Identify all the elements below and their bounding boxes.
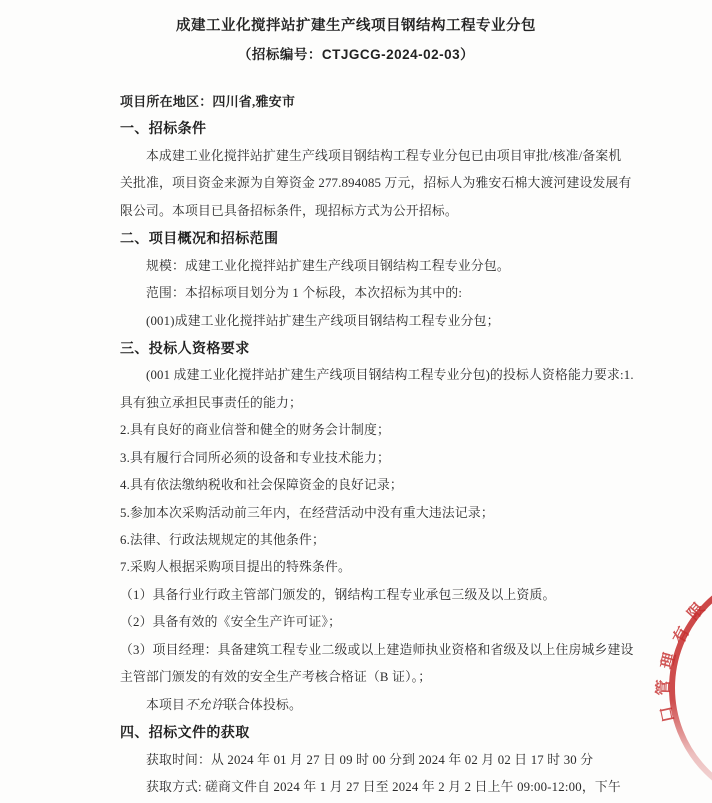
text-line: (001 成建工业化搅拌站扩建生产线项目钢结构工程专业分包)的投标人资格能力要求:1. — [146, 368, 634, 383]
text-segment: 本项目 — [146, 697, 185, 712]
text-line: 范围：本招标项目划分为 1 个标段，本次招标为其中的: — [146, 286, 463, 301]
text-line: 本成建工业化搅拌站扩建生产线项目钢结构工程专业分包已由项目审批/核准/备案机 — [146, 148, 622, 163]
text-line: 4.具有依法缴纳税收和社会保障资金的良好记录； — [120, 478, 403, 493]
section-heading-2: 二、项目概况和招标范围 — [120, 230, 279, 247]
text-line: 获取时间：从 2024 年 01 月 27 日 09 时 00 分到 2024 年 02 月 02 日 17 时 30 分 — [146, 752, 594, 767]
text-line: 规模：成建工业化搅拌站扩建生产线项目钢结构工程专业分包。 — [146, 258, 510, 273]
text-line: 获取方式: 磋商文件自 2024 年 1 月 27 日至 2024 年 2 月 2 日上午 09:00-12:00，下午 — [146, 779, 621, 794]
seal-character: 管 — [655, 679, 673, 696]
seal-character: 理 — [658, 651, 680, 671]
project-location-line: 项目所在地区：四川省,雅安市 — [120, 94, 296, 109]
emphasized-text: 不允许 — [185, 697, 224, 712]
document-header — [0, 0, 712, 69]
section-heading-3: 三、投标人资格要求 — [120, 339, 250, 356]
page-title: 成建工业化搅拌站扩建生产线项目钢结构工程专业分包 — [176, 18, 536, 34]
text-line: 限公司。本项目已具备招标条件，现招标方式为公开招标。 — [120, 203, 458, 218]
document-body — [120, 88, 634, 801]
seal-character: 限 — [684, 600, 709, 624]
text-line: 6.法律、行政法规规定的其他条件； — [120, 533, 325, 547]
text-line: 3.具有履行合同所必须的设备和专业技术能力； — [120, 450, 390, 465]
seal-character: 口 — [657, 704, 678, 724]
text-line: 关批准，项目资金来源为自筹资金 277.894085 万元，招标人为雅安石棉大渡河建设发展有 — [120, 176, 632, 191]
text-line: （1）具备行业行政主管部门颁发的，钢结构工程专业承包三级及以上资质。 — [120, 587, 556, 602]
text-line: (001)成建工业化搅拌站扩建生产线项目钢结构工程专业分包； — [146, 313, 500, 328]
text-line: 具有独立承担民事责任的能力； — [120, 395, 302, 410]
section-heading-4: 四、招标文件的获取 — [120, 724, 250, 741]
text-line: 7.采购人根据采购项目提出的特殊条件。 — [120, 560, 351, 575]
no-consortium-line — [120, 692, 606, 719]
text-line: 主管部门颁发的有效的安全生产考核合格证（B 证）。； — [120, 670, 432, 685]
text-line: （3）项目经理：具备建筑工程专业二级或以上建造师执业资格和省级及以上住房城乡建设 — [120, 642, 634, 657]
section-heading-1: 一、招标条件 — [120, 120, 207, 137]
seal-character: 有 — [670, 624, 694, 647]
tender-number-subtitle: （招标编号：CTJGCG-2024-02-03） — [237, 47, 475, 62]
text-line: 2.具有良好的商业信誉和健全的财务会计制度； — [120, 423, 390, 438]
text-line: 5.参加本次采购活动前三年内，在经营活动中没有重大违法记录； — [120, 505, 494, 520]
text-segment: 联合体投标。 — [224, 697, 302, 712]
text-line: （2）具备有效的《安全生产许可证》； — [120, 615, 342, 630]
